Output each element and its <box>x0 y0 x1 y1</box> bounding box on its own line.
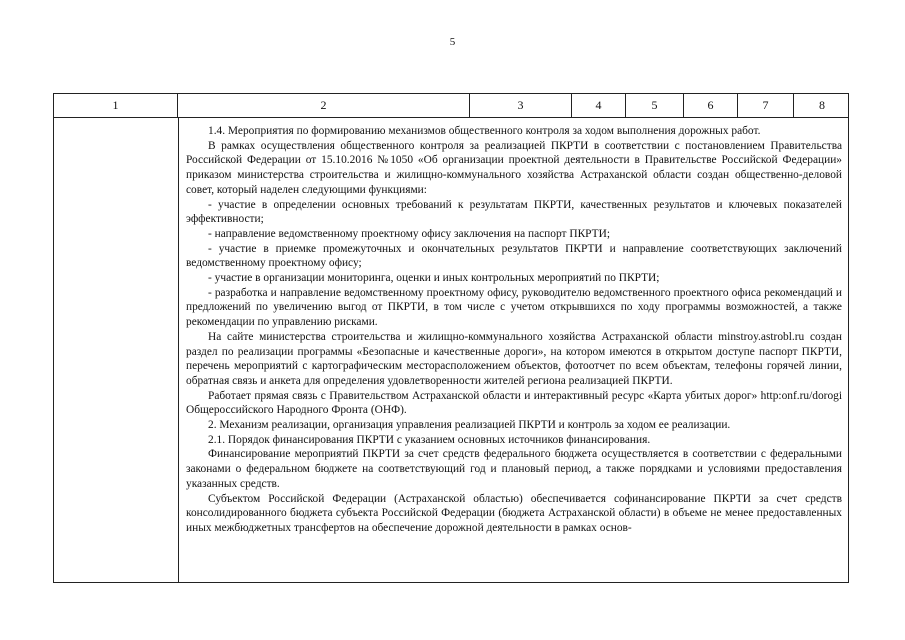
list-item: - участие в организации мониторинга, оценки и иных контрольных мероприятий по ПКРТИ; <box>208 272 660 285</box>
column-header-4: 4 <box>572 94 626 117</box>
column-header-1: 1 <box>54 94 178 117</box>
column-header-8: 8 <box>819 98 825 112</box>
list-item: - участие в определении основных требований к результатам ПКРТИ, качественных результатов и ключевых показателей эффективности; <box>186 198 842 226</box>
paragraph-website: На сайте министерства строительства и жилищно-коммунального хозяйства Астраханской области minstroy.astrobl.ru создан раздел по реализации программы «Безопасные и качественные дороги», на котором имеются в открытом доступе паспорт ПКРТИ, перечень мероприятий с картографическим месторасположением объектов, фотоотчет по всем объектам, телефоны горячей линии, обратная связь и анкета для определения удовлетворенности жителей региона реализацией ПКРТИ. <box>186 330 842 387</box>
column-header-7: 7 <box>738 94 794 117</box>
column-header-6: 6 <box>684 94 738 117</box>
paragraph-section-2: 2. Механизм реализации, организация управления реализацией ПКРТИ и контроль за ходом ее реализации. <box>208 419 731 432</box>
list-item: - участие в приемке промежуточных и окончательных результатов ПКРТИ и направление соответствующих заключений ведомственному проектному офису; <box>186 242 842 270</box>
paragraph-section-2-1: 2.1. Порядок финансирования ПКРТИ с указанием основных источников финансирования. <box>208 433 651 446</box>
paragraph-cofinancing: Субъектом Российской Федерации (Астраханской областью) обеспечивается софинансирование ПКРТИ за счет средств консолидированного бюджета субъекта Российской Федерации (бюджета Астраханской области) в объеме не менее предоставленных иных межбюджетных трансфертов на обеспечение дорожной деятельности в рамках основ- <box>186 492 842 534</box>
document-table <box>53 93 849 583</box>
list-item: - направление ведомственному проектному офису заключения на паспорт ПКРТИ; <box>208 227 610 240</box>
column-header-2: 2 <box>178 94 470 117</box>
table-header-row <box>54 94 848 118</box>
paragraph-federal-funding: Финансирование мероприятий ПКРТИ за счет средств федерального бюджета осуществляется в соответствии с федеральными законами о федеральном бюджете на соответствующий год и плановый период, а также порядками и условиями предоставления указанных средств. <box>186 448 842 490</box>
column-divider <box>178 118 179 582</box>
paragraph-public-control: В рамках осуществления общественного контроля за реализацией ПКРТИ в соответствии с постановлением Правительства Российской Федерации от 15.10.2016 №1050 «Об организации проектной деятельности в Правительстве Российской Федерации» приказом министерства строительства и жилищно-коммунального хозяйства Астраханской области создан общественно-деловой совет, который наделен следующими функциями: <box>186 139 842 196</box>
column-header-3: 3 <box>470 94 572 117</box>
paragraph-section-1-4: 1.4. Мероприятия по формированию механизмов общественного контроля за ходом выполнения дорожных работ. <box>208 125 761 137</box>
body-text <box>186 124 842 536</box>
page-number: 5 <box>449 36 456 48</box>
paragraph-direct-link: Работает прямая связь с Правительством Астраханской области и интерактивный ресурс «Карта убитых дорог» http:onf.ru/dorogi Общероссийского Народного Фронта (ОНФ). <box>186 389 842 417</box>
column-header-5: 5 <box>626 94 684 117</box>
list-item: - разработка и направление ведомственному проектному офису, руководителю ведомственного проектного офиса рекомендаций и предложений по увеличению выгод от ПКРТИ, в том числе с учетом открывшихся по ходу программы возможностей, а также рекомендации по управлению рисками. <box>186 286 842 329</box>
